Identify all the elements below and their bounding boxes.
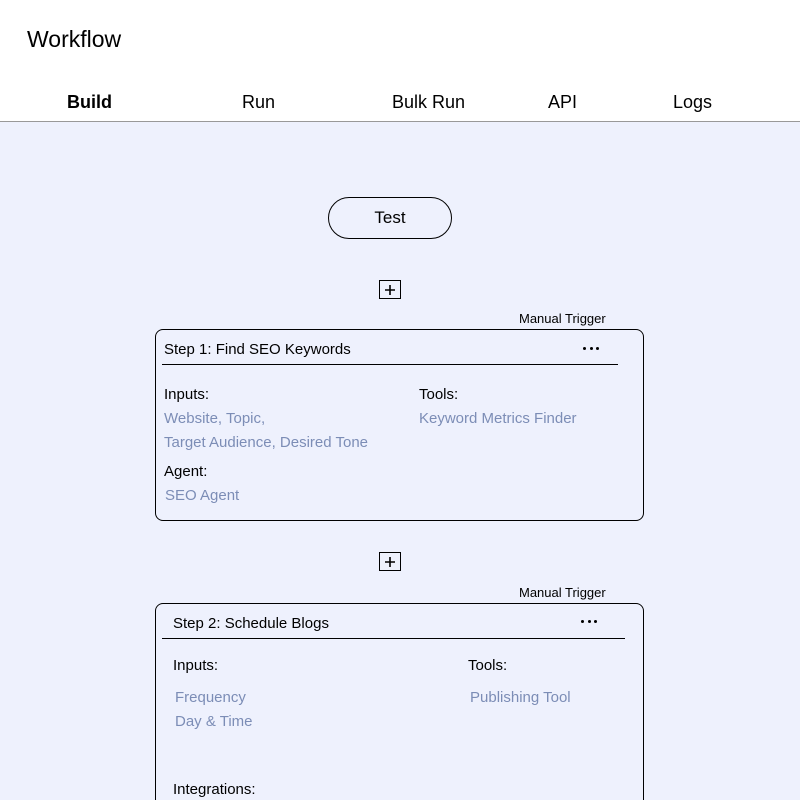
step-card[interactable] <box>155 329 644 521</box>
step-trigger-label: Manual Trigger <box>519 311 606 326</box>
integrations-label: Integrations: <box>173 781 256 798</box>
plus-icon <box>384 556 396 568</box>
tool-value: Keyword Metrics Finder <box>419 410 577 427</box>
inputs-label: Inputs: <box>173 657 219 674</box>
step-title: Step 2: Schedule Blogs <box>173 615 329 632</box>
app-title: Workflow <box>27 26 122 52</box>
tab-api[interactable]: API <box>548 92 578 112</box>
inputs-label: Inputs: <box>164 386 210 403</box>
add-step-button[interactable] <box>379 280 401 299</box>
step-title: Step 1: Find SEO Keywords <box>164 341 351 358</box>
card-divider <box>162 364 618 365</box>
test-button[interactable]: Test <box>328 197 452 239</box>
tab-logs[interactable]: Logs <box>673 92 713 112</box>
agent-label: Agent: <box>164 463 208 480</box>
input-value: Day & Time <box>175 713 253 730</box>
tool-value: Publishing Tool <box>470 689 571 706</box>
tab-build[interactable]: Build <box>67 92 112 112</box>
agent-value: SEO Agent <box>165 487 240 504</box>
more-options-icon[interactable] <box>583 345 599 351</box>
tab-run[interactable]: Run <box>242 92 276 112</box>
input-value: Target Audience, Desired Tone <box>164 434 369 451</box>
more-options-icon[interactable] <box>581 618 597 624</box>
input-value: Website, Topic, <box>164 410 266 427</box>
header <box>0 0 800 122</box>
plus-icon <box>384 284 396 296</box>
step-trigger-label: Manual Trigger <box>519 585 606 600</box>
add-step-button[interactable] <box>379 552 401 571</box>
card-divider <box>162 638 625 639</box>
tab-bulk-run[interactable]: Bulk Run <box>392 92 466 112</box>
input-value: Frequency <box>175 689 246 706</box>
step-card[interactable] <box>155 603 644 800</box>
tools-label: Tools: <box>468 657 508 674</box>
tools-label: Tools: <box>419 386 459 403</box>
